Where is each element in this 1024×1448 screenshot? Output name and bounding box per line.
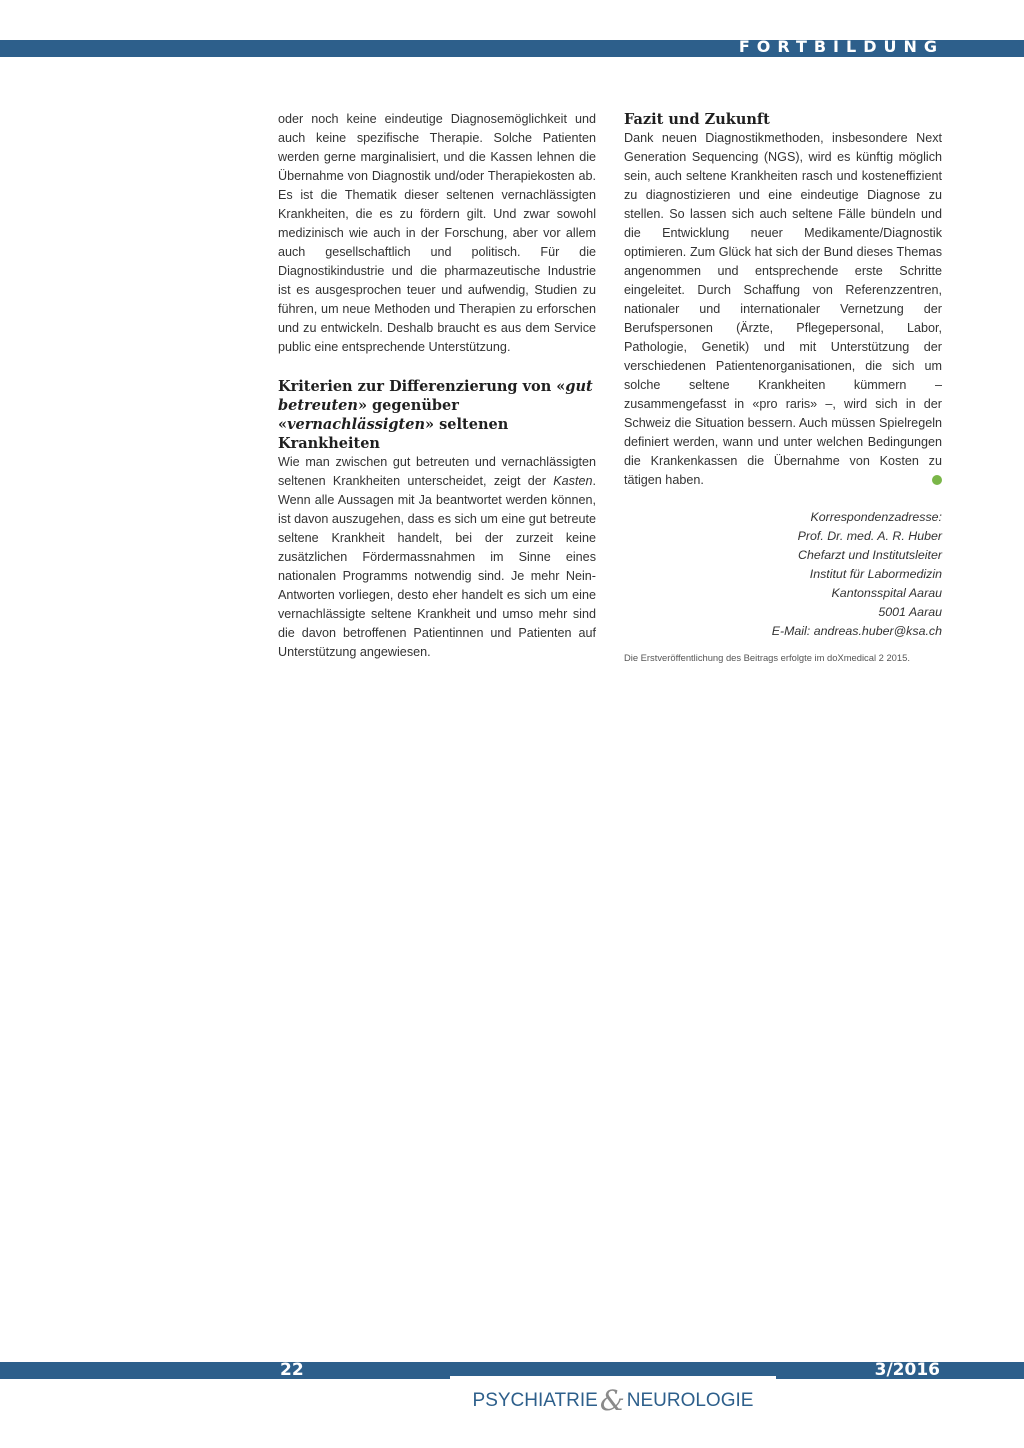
address-institute: Institut für Labormedizin (809, 567, 942, 581)
address-label: Korrespondenzadresse: (810, 510, 942, 524)
header-bar (0, 37, 1024, 57)
left-paragraph-1: oder noch keine eindeutige Diagnosemöglichkeit und auch keine spezifische Therapie. Solche Patienten werden gerne marginalisiert, und die Kassen lehnen die Übernahme von Diagnostik und/oder Therapiekosten ab. Es ist die Thematik dieser seltenen vernachlässigten Krankheiten, die es zu fördern gilt. Und zwar sowohl medizinisch wie auch in der Forschung, aber vor allem auch gesellschaftlich und politisch. Für die Diagnostikindustrie und die pharmazeutische Industrie ist es ausgesprochen teuer und aufwendig, Studien zu führen, um neue Methoden und Therapien zu erforschen und zu entwickeln. Deshalb braucht es aus dem Service public eine entsprechende Unterstützung. (278, 112, 596, 354)
left-column (278, 110, 596, 662)
address-city: 5001 Aarau (878, 605, 942, 619)
left-heading: Kriterien zur Differenzierung von «gut betreuten» gegenüber «vernachlässigten» seltenen Krankheiten (278, 378, 593, 452)
right-column (624, 110, 942, 664)
right-heading: Fazit und Zukunft (624, 111, 770, 128)
publication-note: Die Erstveröffentlichung des Beitrags erfolgte im doXmedical 2 2015. (624, 652, 910, 663)
left-paragraph-2: Wie man zwischen gut betreuten und vernachlässigten seltenen Krankheiten unterscheidet, zeigt der Kasten. Wenn alle Aussagen mit Ja beantwortet werden können, ist davon auszugehen, dass es sich um eine gut betreute seltene Krankheit handelt, bei der zurzeit keine zusätzlichen Fördermassnahmen im Sinne eines nationalen Programms notwendig sind. Je mehr Nein-Antworten vorliegen, desto eher handelt es sich um eine vernachlässigte seltene Krankheit und umso mehr sind die davon betroffenen Patientinnen und Patienten auf Unterstützung angewiesen. (278, 455, 596, 659)
issue-number: 3/2016 (874, 1360, 940, 1380)
end-marker-dot-icon (932, 475, 942, 485)
address-name: Prof. Dr. med. A. R. Huber (797, 529, 942, 543)
correspondence-address (624, 508, 942, 641)
brand-left: PSYCHIATRIE (472, 1390, 598, 1411)
address-role: Chefarzt und Institutsleiter (798, 548, 942, 562)
brand-ampersand: & (599, 1384, 625, 1417)
page-number: 22 (280, 1360, 304, 1380)
address-email[interactable]: E-Mail: andreas.huber@ksa.ch (771, 624, 942, 638)
right-paragraph: Dank neuen Diagnostikmethoden, insbesondere Next Generation Sequencing (NGS), wird es künftig möglich sein, auch seltene Krankheiten rasch und kosteneffizient zu diagnostizieren und eine eindeutige Diagnose zu stellen. So lassen sich auch seltene Fälle bündeln und die Entwicklung neuer Medikamente/Diagnostik optimieren. Zum Glück hat sich der Bund dieses Themas angenommen und entsprechende erste Schritte eingeleitet. Durch Schaffung von Referenzzentren, nationaler und internationaler Vernetzung der Berufspersonen (Ärzte, Pflegepersonal, Labor, Pathologie, Genetik) und mit Unterstützung der verschiedenen Patientenorganisationen, die sich um solche seltene Krankheiten kümmern – zusammengefasst in «pro raris» –, wird sich in der Schweiz die Situation bessern. Auch müssen Spielregeln definiert werden, wann und unter welchen Bedingungen die Krankenkassen die Übernahme von Kosten zu tätigen haben. (624, 131, 942, 487)
section-title: FORTBILDUNG (738, 37, 944, 56)
brand-right: NEUROLOGIE (626, 1390, 754, 1411)
journal-logo (450, 1376, 776, 1418)
address-hospital: Kantonsspital Aarau (831, 586, 942, 600)
